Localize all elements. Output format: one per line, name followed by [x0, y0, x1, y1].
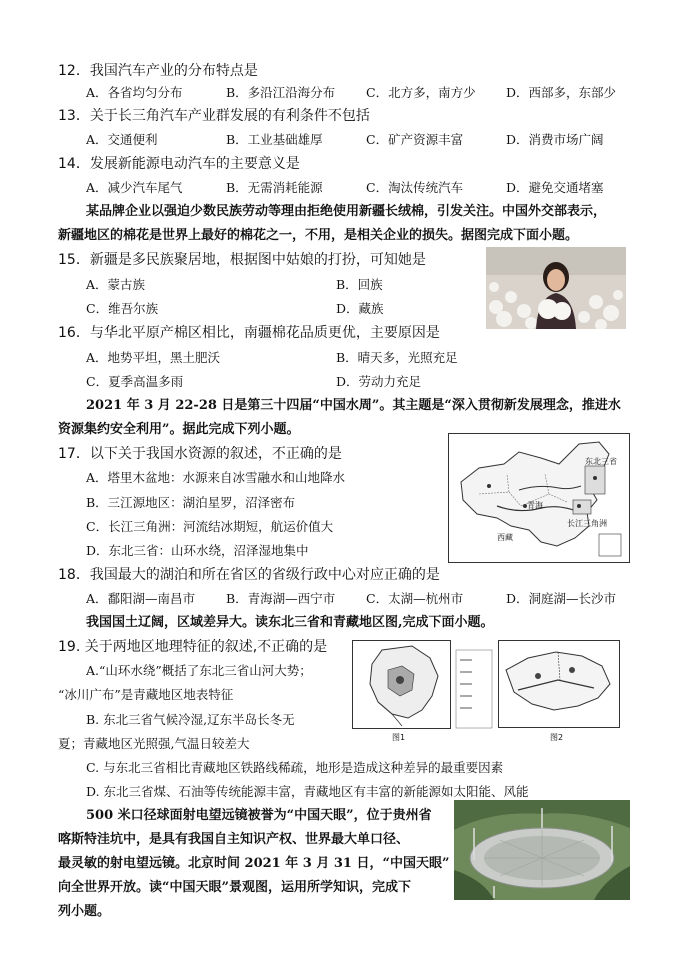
- q12-stem: 12．我国汽车产业的分布特点是: [58, 63, 258, 79]
- intro-regions: 我国国土辽阔，区域差异大。读东北三省和青藏地区图,完成下面小题。: [86, 615, 494, 630]
- china-water-map: [448, 433, 630, 563]
- q13-option-c[interactable]: C．矿产资源丰富: [366, 132, 464, 147]
- q14-stem: 14．发展新能源电动汽车的主要意义是: [58, 156, 300, 172]
- intro-water-line2: 资源集约安全利用”。据此完成下列小题。: [58, 422, 300, 437]
- q13-option-a[interactable]: A．交通便利: [86, 132, 158, 147]
- q17-option-b[interactable]: B．三江源地区：湖泊星罗，沼泽密布: [86, 495, 296, 510]
- intro-fast-line3: 最灵敏的射电望远镜。北京时间 2021 年 3 月 31 日，“中国天眼”: [58, 856, 450, 871]
- q15-stem: 15．新疆是多民族聚居地，根据图中姑娘的打扮，可知她是: [58, 252, 426, 268]
- q16-option-b[interactable]: B．晴天多，光照充足: [336, 350, 458, 365]
- q17-option-c[interactable]: C．长江三角洲：河流结冰期短，航运价值大: [86, 519, 334, 534]
- q17-option-a[interactable]: A．塔里木盆地：水源来自冰雪融水和山地降水: [86, 470, 346, 485]
- q14-option-d[interactable]: D．避免交通堵塞: [506, 180, 604, 195]
- q15-option-c[interactable]: C．维吾尔族: [86, 301, 159, 316]
- fast-telescope-photo: [454, 800, 630, 900]
- intro-cotton-line1: 某品牌企业以强迫少数民族劳动等理由拒绝使用新疆长绒棉，引发关注。中国外交部表示，: [86, 204, 607, 219]
- figure2-caption: 图2: [550, 733, 564, 742]
- q18-option-b[interactable]: B．青海湖—西宁市: [226, 591, 336, 606]
- q18-option-a[interactable]: A．鄱阳湖—南昌市: [86, 591, 196, 606]
- q17-stem: 17．以下关于我国水资源的叙述，不正确的是: [58, 446, 342, 462]
- q12-option-d[interactable]: D．西部多，东部少: [506, 85, 617, 100]
- intro-fast-line5: 列小题。: [58, 904, 111, 919]
- northeast-map-figure: [352, 640, 494, 745]
- q12-option-b[interactable]: B．多沿江沿海分布: [226, 85, 336, 100]
- q18-option-c[interactable]: C．太湖—杭州市: [366, 591, 464, 606]
- q17-option-d[interactable]: D．东北三省：山环水绕，沼泽湿地集中: [86, 543, 309, 558]
- q16-option-c[interactable]: C．夏季高温多雨: [86, 374, 184, 389]
- map-label-yangtze: 长江三角洲: [567, 519, 607, 528]
- q13-option-d[interactable]: D．消费市场广阔: [506, 132, 604, 147]
- q19-option-a-line1[interactable]: A.“山环水绕”概括了东北三省山河大势；: [86, 663, 312, 678]
- q13-stem: 13．关于长三角汽车产业群发展的有利条件不包括: [58, 108, 370, 124]
- q12-option-c[interactable]: C．北方多，南方少: [366, 85, 476, 100]
- q19-option-b-line2: 夏；青藏地区光照强,气温日较差大: [58, 736, 250, 751]
- q19-option-a-line2: “冰川广布”是青藏地区地表特征: [58, 687, 234, 702]
- q18-option-d[interactable]: D．洞庭湖—长沙市: [506, 591, 617, 606]
- q18-stem: 18．我国最大的湖泊和所在省区的省级行政中心对应正确的是: [58, 567, 440, 583]
- q19-option-c[interactable]: C. 与东北三省相比青藏地区铁路线稀疏，地形是造成这种差异的最重要因素: [86, 760, 504, 775]
- q15-option-d[interactable]: D．藏族: [336, 301, 384, 316]
- q19-option-b-line1[interactable]: B. 东北三省气候冷湿,辽东半岛长冬无: [86, 712, 295, 727]
- q16-option-a[interactable]: A．地势平坦，黑土肥沃: [86, 350, 221, 365]
- intro-fast-line1: 500 米口径球面射电望远镜被誉为“中国天眼”，位于贵州省: [86, 808, 432, 823]
- tibet-map-figure: [498, 640, 620, 745]
- intro-cotton-line2: 新疆地区的棉花是世界上最好的棉花之一，不用，是相关企业的损失。据图完成下面小题。: [58, 228, 579, 243]
- q14-option-a[interactable]: A．减少汽车尾气: [86, 180, 183, 195]
- q19-stem: 19. 关于两地区地理特征的叙述,不正确的是: [58, 639, 328, 655]
- q15-option-b[interactable]: B．回族: [336, 277, 383, 292]
- cotton-girl-photo: [486, 247, 626, 329]
- intro-fast-line2: 喀斯特洼坑中，是具有我国自主知识产权、世界最大单口径、: [58, 832, 410, 847]
- intro-water-line1: 2021 年 3 月 22-28 日是第三十四届“中国水周”。其主题是“深入贯彻新发展理念，推进水: [86, 398, 621, 413]
- q15-option-a[interactable]: A．蒙古族: [86, 277, 146, 292]
- map-label-northeast: 东北三省: [585, 457, 617, 466]
- q14-option-c[interactable]: C．淘汰传统汽车: [366, 180, 464, 195]
- q14-option-b[interactable]: B．无需消耗能源: [226, 180, 323, 195]
- map-label-qinghai: 青海: [527, 501, 543, 510]
- q12-option-a[interactable]: A．各省均匀分布: [86, 85, 183, 100]
- figure1-caption: 图1: [392, 733, 406, 742]
- q16-option-d[interactable]: D．劳动力充足: [336, 374, 422, 389]
- map-label-tibet: 西藏: [497, 533, 513, 542]
- q16-stem: 16．与华北平原产棉区相比，南疆棉花品质更优，主要原因是: [58, 325, 440, 341]
- q19-option-d[interactable]: D. 东北三省煤、石油等传统能源丰富，青藏地区有丰富的新能源如太阳能、风能: [86, 784, 529, 799]
- q13-option-b[interactable]: B．工业基础雄厚: [226, 132, 323, 147]
- intro-fast-line4: 向全世界开放。读“中国天眼”景观图，运用所学知识，完成下: [58, 880, 411, 895]
